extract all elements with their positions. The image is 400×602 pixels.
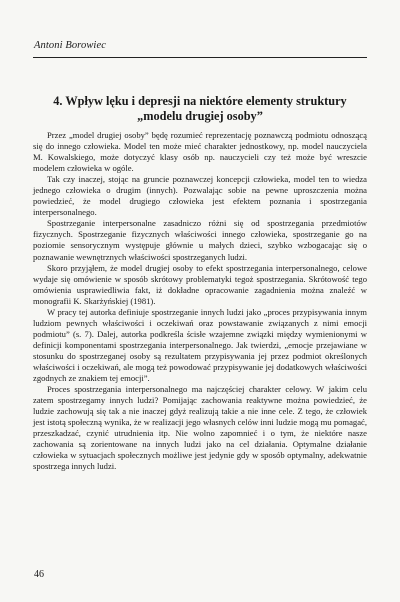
paragraph-5: W pracy tej autorka definiuje spostrzeganie innych ludzi jako „proces przypisywania innym ludziom pewnych właściwości i oczekiwań oraz powstawanie związanych z nimi emocji podmiotu” (s. 7). Dalej, autorka podkreśla ścisłe wzajemne związki między wymienionymi w definicji komponentami spostrzegania interpersonalnego. Jak twierdzi, „emocje przejawiane w stosunku do spostrzeganej osoby są rezultatem przypisywania jej przez podmiot określonych właściwości i oczekiwań, ale mogą też powodować przypisywanie jej dodatkowych właściwości zgodnych ze znakiem tej emocji”. — [33, 306, 367, 384]
paragraph-4: Skoro przyjąłem, że model drugiej osoby to efekt spostrzegania interpersonalnego, celowe wydaje się omówienie w sposób skrótowy problematyki tegoż spostrzegania. Skrótowość tego omówienia usprawiedliwia fakt, iż dokładne opracowanie zagadnienia można znaleźć w monografii K. Skarżyńskiej (1981). — [33, 262, 367, 306]
page-number: 46 — [34, 569, 44, 580]
running-header-author: Antoni Borowiec — [34, 40, 106, 51]
chapter-title — [40, 94, 360, 124]
chapter-title-line-1: 4. Wpływ lęku i depresji na niektóre elementy struktury — [53, 94, 347, 108]
paragraph-2: Tak czy inaczej, stojąc na gruncie poznawczej koncepcji człowieka, model ten to wiedza jednego człowieka o drugim (innych). Pozwalając sobie na pewne uproszczenia można powiedzieć, że model drugiego człowieka jest efektem poznania i spostrzegania interpersonalnego. — [33, 174, 367, 218]
paragraph-3: Spostrzeganie interpersonalne zasadniczo różni się od spostrzegania przedmiotów fizycznych. Spostrzeganie fizycznych właściwości innego człowieka, spostrzeganie go na poziomie sensorycznym występuje głównie u małych dzieci, szybko wzbogacając się o poznawanie wewnętrznych właściwości spostrzeganych ludzi. — [33, 218, 367, 262]
paragraph-6: Proces spostrzegania interpersonalnego ma najczęściej charakter celowy. W jakim celu zatem spostrzegamy innych ludzi? Pomijając zachowania reaktywne można powiedzieć, że ludzie zachowują się tak a nie inaczej gdyż realizują takie a nie inne cele. Z tego, że człowiek jest istotą społeczną wynika, że w realizacji jego własnych celów inni ludzie mogą mu pomagać, przeszkadzać, czynić utrudnienia itp. Nie wolno zapomnieć i o tym, że niektóre nasze zachowania są zorientowane na innych ludzi jako na cel działania. Optymalne działanie człowieka w sytuacjach społecznych możliwe jest jedynie gdy w sposób optymalny, adekwatnie spostrzega innych ludzi. — [33, 384, 367, 472]
paragraph-1: Przez „model drugiej osoby” będę rozumieć reprezentację poznawczą podmiotu odnoszącą się do innego człowieka. Model ten może mieć charakter jednostkowy, np. model nauczyciela M. Kowalskiego, może dotyczyć klasy osób np. nauczycieli czy też może być wreszcie modelem człowieka w ogóle. — [33, 130, 367, 174]
header-rule — [33, 57, 367, 58]
chapter-title-line-2: „modelu drugiej osoby” — [137, 109, 263, 123]
body-text — [33, 130, 367, 472]
